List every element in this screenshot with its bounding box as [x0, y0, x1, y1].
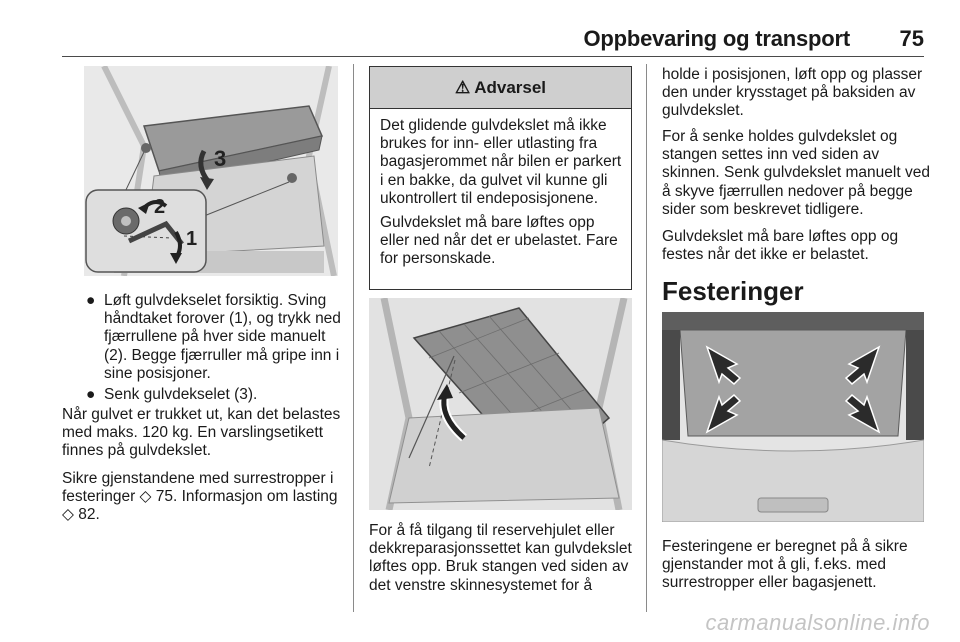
- paragraph-spare-wheel-access: For å få tilgang til reservehjulet eller dekkreparasjonssettet kan gulvdekslet løftes opp. Bruk stangen ved siden av det venstre skinnesystemet for å: [369, 522, 632, 594]
- paragraph-unloaded: Gulvdekslet må bare løftes opp og festes når det ikke er belastet.: [662, 228, 899, 264]
- warning-paragraph-1: Det glidende gulvdekslet må ikke brukes for inn- eller utlasting fra bagasjerommet når bilen er parkert i en bakke, da gulvet vil kunne gli ukontrollert til endeposisjonene.: [380, 117, 622, 207]
- raised-floor-illustration: [369, 298, 632, 510]
- bullet-item-2: [84, 386, 346, 404]
- paragraph-secure-items: Sikre gjenstandene med surrestropper i festeringer ◇ 75. Informasjon om lasting ◇ 82.: [62, 470, 338, 524]
- bullet-item-1: [84, 292, 346, 383]
- watermark: carmanualsonline.info: [705, 610, 930, 635]
- page-number: 75: [899, 26, 924, 51]
- figure-floor-cover-lowering: [84, 66, 338, 276]
- warning-title: Advarsel: [474, 77, 547, 97]
- bullet-glyph: ●: [86, 292, 96, 309]
- warning-body: [370, 109, 631, 269]
- lashing-eyes-illustration: [662, 312, 924, 522]
- figure-label-2: 2: [154, 196, 166, 218]
- section-heading-festeringer: Festeringer: [662, 276, 804, 306]
- header-rule: [62, 56, 924, 57]
- paragraph-hold-position: holde i posisjonen, løft opp og plasser den under krysstaget på baksiden av gulvdekslet.: [662, 66, 923, 120]
- figure-floor-cover-raised: [369, 298, 632, 510]
- warning-paragraph-2: Gulvdekslet må bare løftes opp eller ned når det er ubelastet. Fare for personskade.: [380, 214, 618, 268]
- column-divider-right: [646, 64, 647, 612]
- paragraph-load-limit: Når gulvet er trukket ut, kan det belastes med maks. 120 kg. En varslingsetikett finnes på gulvdekslet.: [62, 406, 341, 460]
- column-divider-left: [353, 64, 354, 612]
- floor-cover-illustration: [84, 66, 338, 276]
- warning-icon: ⚠: [454, 77, 471, 97]
- warning-box: [369, 66, 632, 290]
- bullet-glyph: ●: [86, 386, 96, 403]
- paragraph-lashing-eyes-purpose: Festeringene er beregnet på å sikre gjenstander mot å gli, f.eks. med surrestropper eller bagasjenett.: [662, 538, 908, 592]
- warning-header: [370, 67, 631, 109]
- page-header-title: Oppbevaring og transport: [583, 26, 850, 51]
- bullet-text-1: Løft gulvdekselet forsiktig. Sving håndtaket forover (1), og trykk ned fjærrullene på hver side manuelt (2). Begge fjærruller må gripe inn i sine posisjoner.: [104, 292, 341, 382]
- paragraph-lowering: For å senke holdes gulvdekslet og stangen settes inn ved siden av skinnen. Senk gulvdekslet manuelt ved å skyve fjærrullen nedover på begge sider som beskrevet tidligere.: [662, 128, 930, 218]
- bullet-text-2: Senk gulvdekselet (3).: [104, 386, 258, 403]
- figure-label-1: 1: [186, 228, 198, 250]
- figure-lashing-eyes: [662, 312, 924, 522]
- figure-label-3: 3: [214, 146, 227, 171]
